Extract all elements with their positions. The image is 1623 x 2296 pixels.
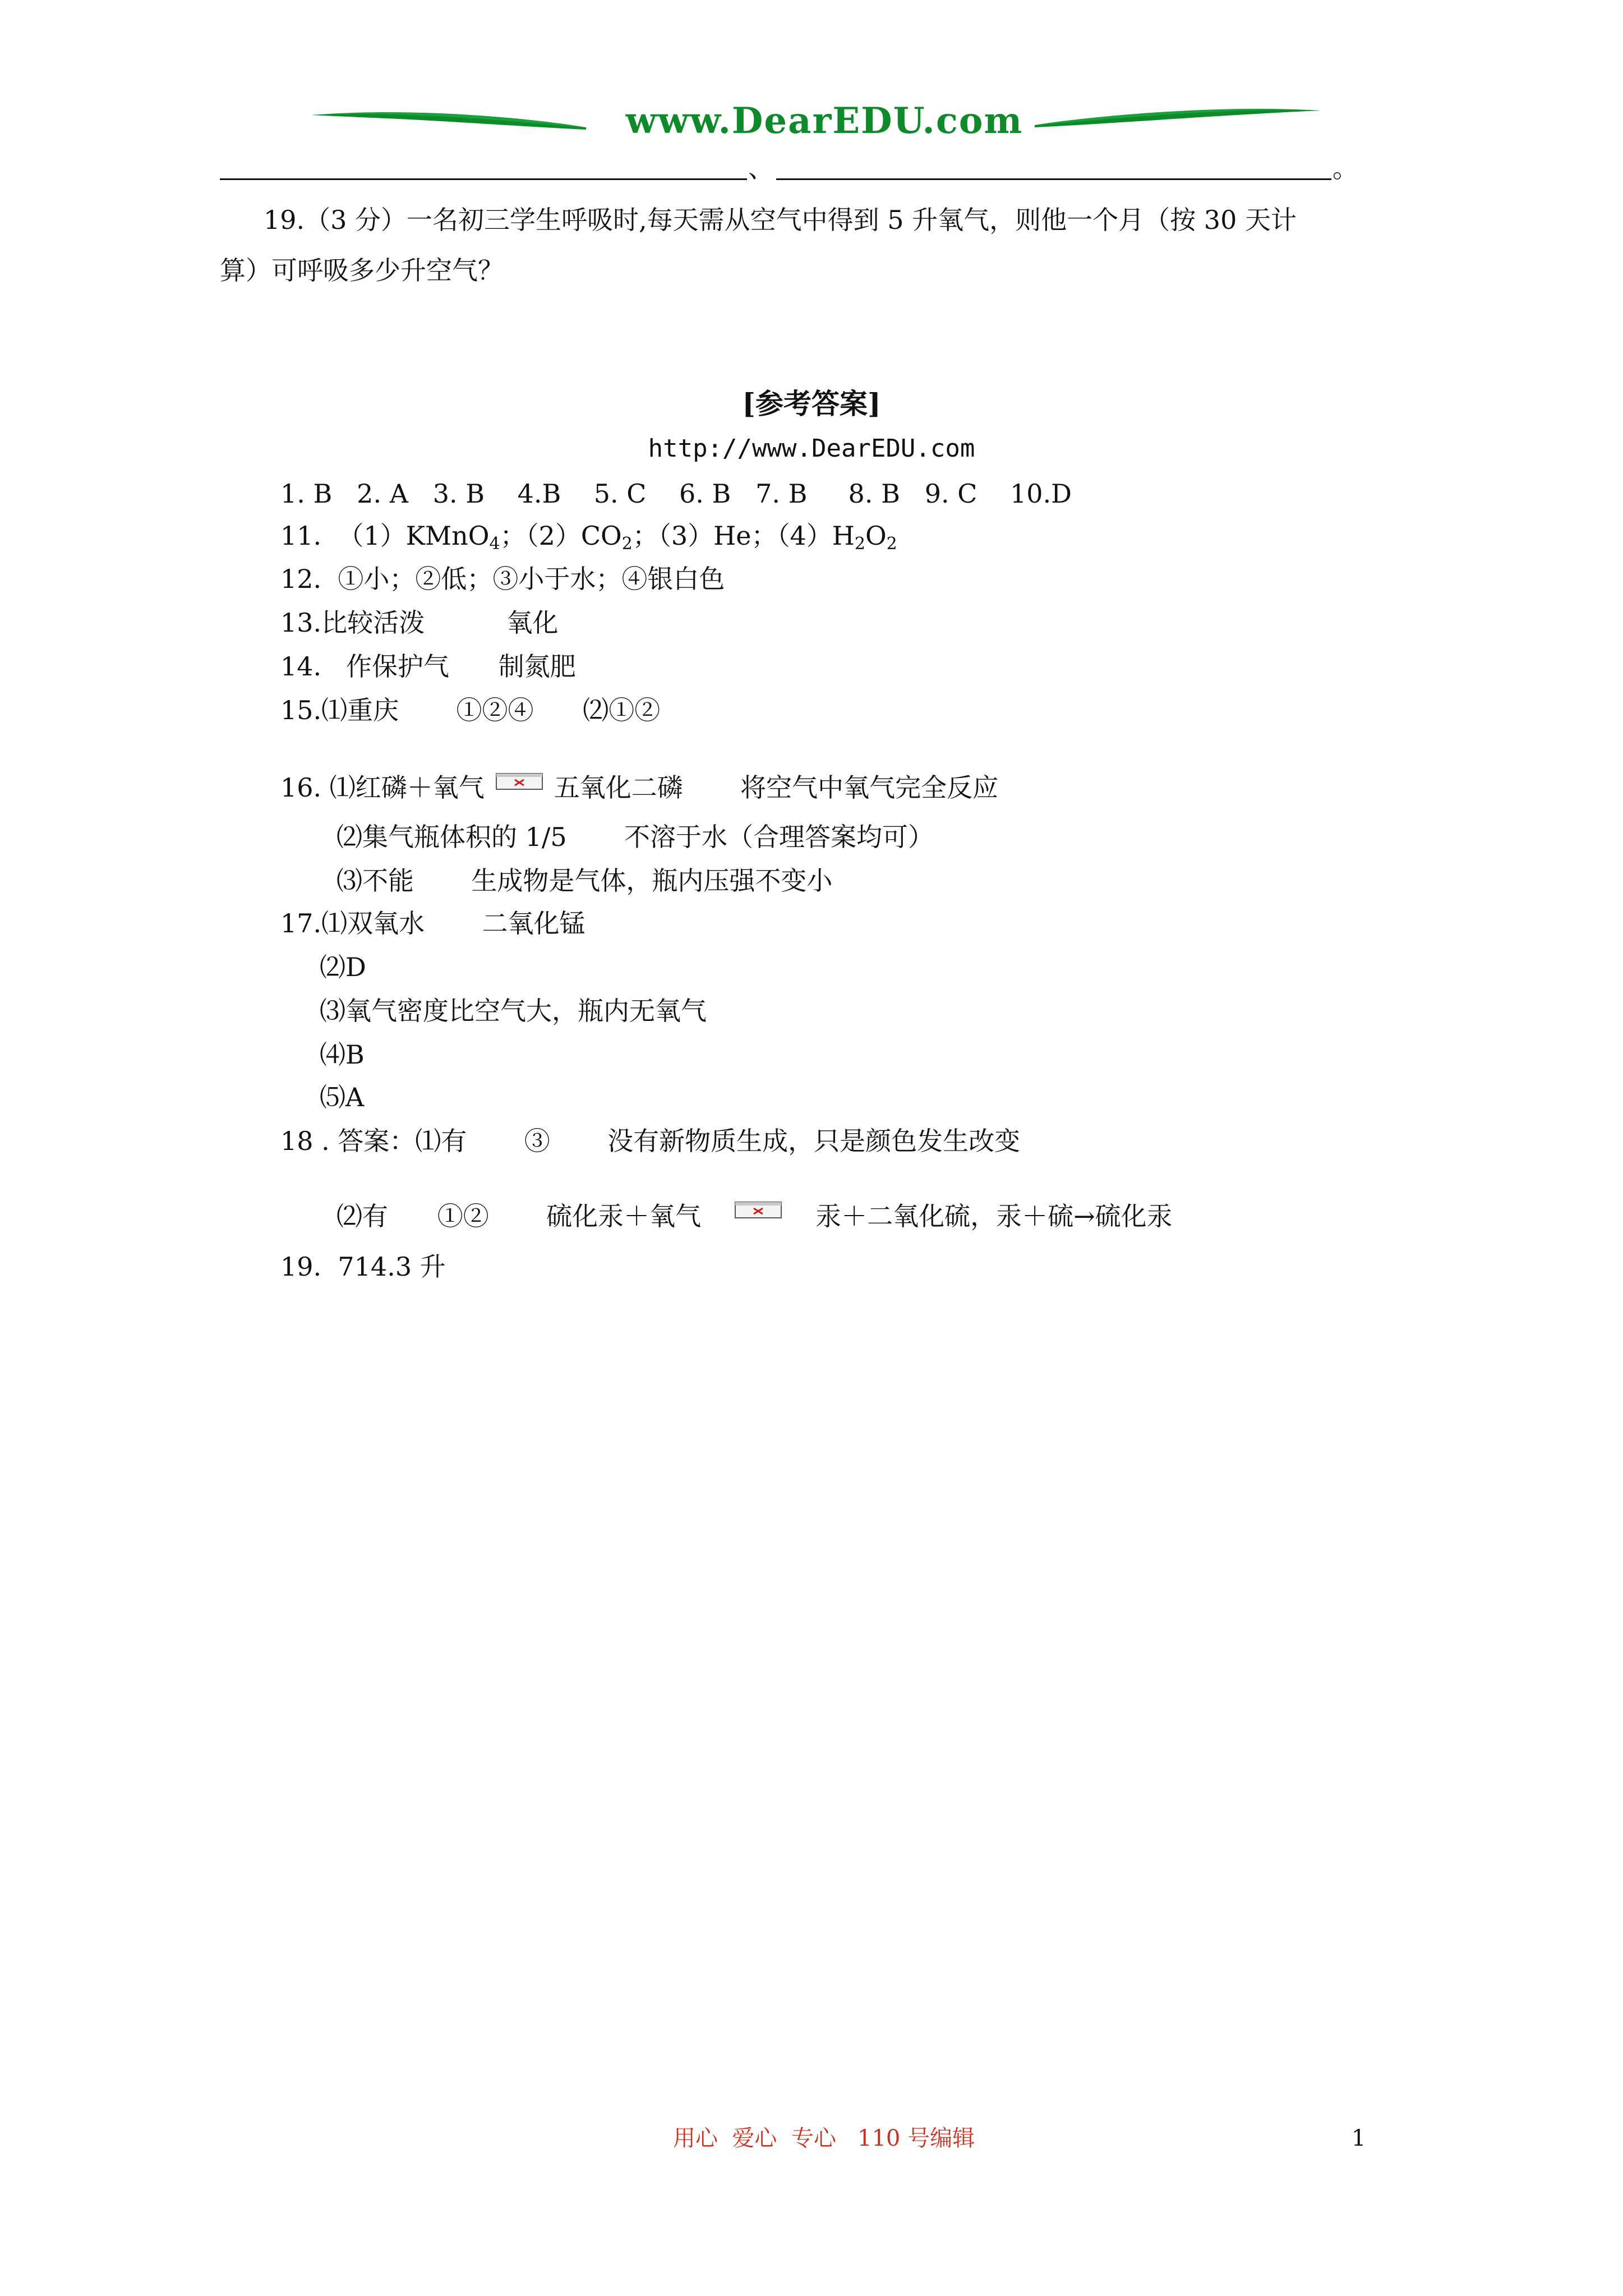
answer-11-text: ；（2）CO [500, 521, 622, 551]
subscript: 2 [621, 534, 633, 554]
answer-15: 15.⑴重庆 ①②④ ⑵①② [280, 695, 661, 725]
answer-11-text: 11. （1）KMnO [280, 521, 490, 551]
reaction-condition-icon [735, 1193, 782, 1209]
answer-19: 19. 714.3 升 [280, 1251, 446, 1282]
footer-slogan: 用心 爱心 专心 110 号编辑 [673, 2125, 975, 2151]
answer-blank-line [776, 178, 1331, 180]
answer-14: 14. 作保护气 制氮肥 [280, 651, 576, 682]
answers-title: [参考答案] [742, 387, 881, 420]
answer-17-line4: ⑷B [320, 1039, 365, 1070]
answer-18-text: 汞＋二氧化硫，汞＋硫→硫化汞 [815, 1201, 1173, 1231]
answer-11-text: ；（3）He；（4）H [632, 521, 855, 551]
question-19-line1: 19.（3 分）一名初三学生呼吸时,每天需从空气中得到 5 升氧气，则他一个月（按 30 天计 [264, 205, 1297, 235]
reaction-condition-icon [496, 764, 543, 781]
subscript: 2 [886, 534, 897, 554]
answer-18-line1: 18 . 答案：⑴有 ③ 没有新物质生成，只是颜色发生改变 [280, 1126, 1021, 1156]
answer-16-text: 16. ⑴红磷＋氧气 [280, 772, 485, 803]
question-19-line2: 算）可呼吸多少升空气？ [220, 255, 504, 286]
answer-16-line2: ⑵集气瓶体积的 1/5 不溶于水（合理答案均可） [336, 822, 934, 852]
answer-11 [280, 519, 897, 553]
answer-17-line3: ⑶氧气密度比空气大，瓶内无氧气 [320, 996, 707, 1026]
answer-16-line1 [280, 764, 998, 804]
answer-16-text: 五氧化二磷 将空气中氧气完全反应 [554, 772, 999, 803]
subscript: 2 [854, 534, 865, 554]
end-mark: 。 [1332, 153, 1358, 183]
answer-17-line5: ⑸A [320, 1082, 365, 1112]
page-number: 1 [1352, 2125, 1366, 2151]
answer-17-line2: ⑵D [320, 952, 366, 982]
answers-url[interactable]: http://www.DearEDU.com [648, 434, 975, 463]
site-banner-text[interactable]: www.DearEDU.com [625, 100, 1023, 142]
separator-mark: 、 [748, 153, 774, 183]
answer-18-text: ⑵有 ①② 硫化汞＋氧气 [336, 1201, 702, 1231]
answer-blank-line [220, 178, 747, 180]
answer-12: 12. ①小；②低；③小于水；④银白色 [280, 564, 725, 594]
answer-18-line2 [336, 1193, 1173, 1233]
answer-11-text: O [865, 521, 887, 551]
subscript: 4 [489, 534, 500, 554]
answer-17-line1: 17.⑴双氧水 二氧化锰 [280, 908, 585, 938]
answer-16-line3: ⑶不能 生成物是气体，瓶内压强不变小 [336, 866, 833, 896]
answer-1-10: 1. B 2. A 3. B 4.B 5. C 6. B 7. B 8. B 9. C 10.D [280, 478, 1072, 509]
answer-13: 13.比较活泼 氧化 [280, 608, 559, 638]
